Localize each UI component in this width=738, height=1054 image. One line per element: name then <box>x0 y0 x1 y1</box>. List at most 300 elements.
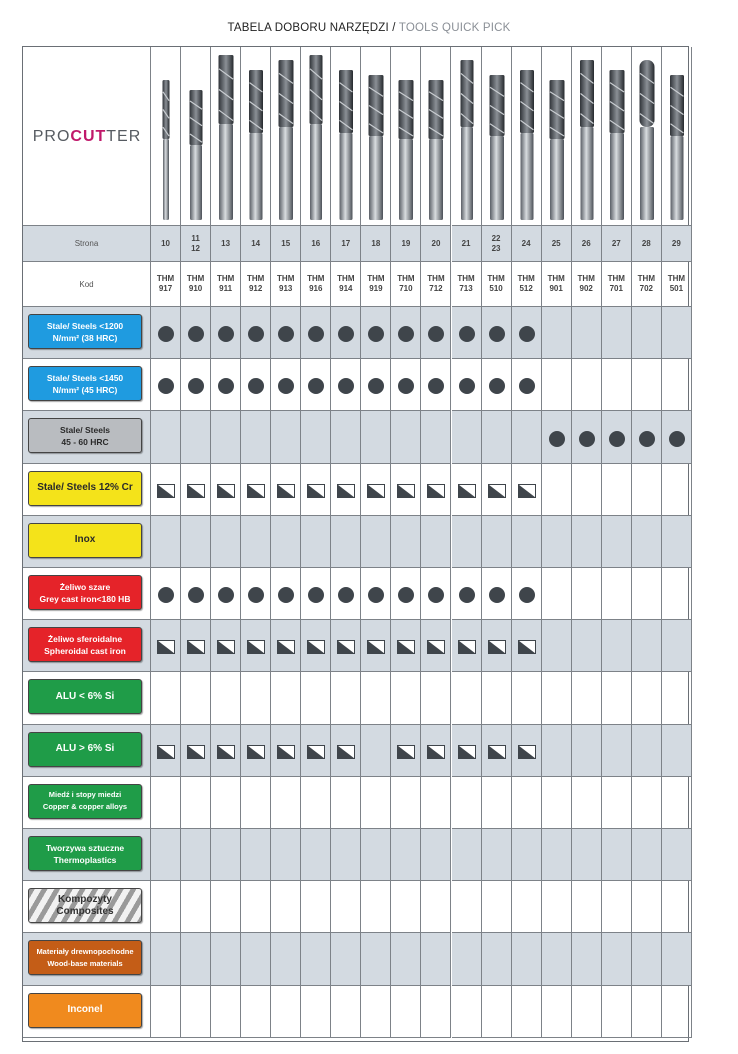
product-code: THM 512 <box>512 262 542 307</box>
compat-cell <box>482 672 512 724</box>
compat-cell <box>542 568 572 620</box>
compat-cell <box>331 829 361 881</box>
product-code: THM 919 <box>361 262 391 307</box>
compat-cell <box>301 411 331 463</box>
suitable-flag-icon <box>518 484 536 498</box>
compat-cell <box>181 829 211 881</box>
recommended-dot-icon <box>489 378 505 394</box>
compat-cell <box>572 307 602 359</box>
compat-cell <box>572 725 602 777</box>
page-number: 24 <box>512 226 542 262</box>
compat-cell <box>271 672 301 724</box>
end-mill-icon <box>301 47 331 226</box>
suitable-flag-icon <box>427 745 445 759</box>
compat-cell <box>421 516 451 568</box>
page-number: 28 <box>632 226 662 262</box>
recommended-dot-icon <box>459 378 475 394</box>
recommended-dot-icon <box>519 587 535 603</box>
compat-cell <box>181 777 211 829</box>
suitable-flag-icon <box>187 484 205 498</box>
compat-cell <box>211 672 241 724</box>
material-button[interactable]: ALU < 6% Si <box>28 679 142 714</box>
page-number: 19 <box>391 226 421 262</box>
compat-cell <box>301 672 331 724</box>
suitable-flag-icon <box>337 484 355 498</box>
compat-cell <box>391 411 421 463</box>
compat-cell <box>151 516 181 568</box>
compat-cell <box>632 464 662 516</box>
compat-cell <box>361 829 391 881</box>
compat-cell <box>602 933 632 985</box>
compat-cell <box>512 881 542 933</box>
compat-cell <box>421 777 451 829</box>
compat-cell <box>391 986 421 1038</box>
product-code: THM 916 <box>301 262 331 307</box>
compat-cell <box>452 986 482 1038</box>
compat-cell <box>452 411 482 463</box>
material-button[interactable]: Inconel <box>28 993 142 1028</box>
compat-cell <box>632 777 662 829</box>
suitable-flag-icon <box>307 745 325 759</box>
end-mill-icon <box>421 47 451 226</box>
compat-cell <box>271 986 301 1038</box>
end-mill-icon <box>331 47 361 226</box>
logo-cell <box>23 47 151 226</box>
compat-cell <box>572 881 602 933</box>
compat-cell <box>602 516 632 568</box>
suitable-flag-icon <box>187 640 205 654</box>
compat-cell <box>632 620 662 672</box>
end-mill-icon <box>452 47 482 226</box>
suitable-flag-icon <box>427 640 445 654</box>
recommended-dot-icon <box>639 431 655 447</box>
compat-cell <box>421 933 451 985</box>
compat-cell <box>301 933 331 985</box>
compat-cell <box>452 672 482 724</box>
compat-cell <box>602 568 632 620</box>
page-number: 10 <box>151 226 181 262</box>
compat-cell <box>572 986 602 1038</box>
suitable-flag-icon <box>247 484 265 498</box>
compat-cell <box>151 881 181 933</box>
material-button[interactable]: Stale/ Steels <1200 N/mm² (38 HRC) <box>28 314 142 349</box>
suitable-flag-icon <box>367 484 385 498</box>
compat-cell <box>632 829 662 881</box>
compat-cell <box>211 411 241 463</box>
suitable-flag-icon <box>337 640 355 654</box>
recommended-dot-icon <box>158 587 174 603</box>
page-row-label: Strona <box>23 226 151 262</box>
compat-cell <box>301 777 331 829</box>
suitable-flag-icon <box>187 745 205 759</box>
compat-cell <box>181 411 211 463</box>
compat-cell <box>151 986 181 1038</box>
compat-cell <box>211 986 241 1038</box>
end-mill-icon <box>512 47 542 226</box>
compat-cell <box>572 359 602 411</box>
compat-cell <box>361 777 391 829</box>
end-mill-icon <box>241 47 271 226</box>
compat-cell <box>482 829 512 881</box>
compat-cell <box>241 933 271 985</box>
compat-cell <box>602 307 632 359</box>
compat-cell <box>662 359 692 411</box>
compat-cell <box>572 672 602 724</box>
title-sub: TOOLS QUICK PICK <box>398 22 511 34</box>
page-number: 16 <box>301 226 331 262</box>
product-code: THM 710 <box>391 262 421 307</box>
material-button[interactable]: Żeliwo szare Grey cast iron<180 HB <box>28 575 142 610</box>
material-button[interactable]: Stale/ Steels <1450 N/mm² (45 HRC) <box>28 366 142 401</box>
compat-cell <box>482 411 512 463</box>
recommended-dot-icon <box>609 431 625 447</box>
end-mill-icon <box>181 47 211 226</box>
compat-cell <box>542 777 572 829</box>
suitable-flag-icon <box>458 640 476 654</box>
compat-cell <box>181 516 211 568</box>
compat-cell <box>512 986 542 1038</box>
end-mill-icon <box>271 47 301 226</box>
compat-cell <box>452 829 482 881</box>
compat-cell <box>542 725 572 777</box>
product-code: THM 901 <box>542 262 572 307</box>
compat-cell <box>421 829 451 881</box>
suitable-flag-icon <box>397 484 415 498</box>
compat-cell <box>632 516 662 568</box>
compat-cell <box>602 725 632 777</box>
compat-cell <box>662 516 692 568</box>
compat-cell <box>602 672 632 724</box>
compat-cell <box>301 516 331 568</box>
compat-cell <box>361 516 391 568</box>
compat-cell <box>572 829 602 881</box>
compat-cell <box>331 933 361 985</box>
suitable-flag-icon <box>518 640 536 654</box>
compat-cell <box>331 516 361 568</box>
compat-cell <box>542 516 572 568</box>
end-mill-icon <box>211 47 241 226</box>
compat-cell <box>301 986 331 1038</box>
compat-cell <box>512 777 542 829</box>
compat-cell <box>482 933 512 985</box>
recommended-dot-icon <box>549 431 565 447</box>
compat-cell <box>151 777 181 829</box>
compat-cell <box>151 829 181 881</box>
compat-cell <box>151 411 181 463</box>
compat-cell <box>662 986 692 1038</box>
page-number: 26 <box>572 226 602 262</box>
compat-cell <box>662 464 692 516</box>
suitable-flag-icon <box>247 745 265 759</box>
compat-cell <box>662 620 692 672</box>
compat-cell <box>241 777 271 829</box>
material-button[interactable]: Miedź i stopy miedzi Copper & copper alloys <box>28 784 142 819</box>
page-number: 17 <box>331 226 361 262</box>
compat-cell <box>512 829 542 881</box>
compat-cell <box>512 672 542 724</box>
compat-cell <box>632 881 662 933</box>
recommended-dot-icon <box>459 326 475 342</box>
compat-cell <box>181 986 211 1038</box>
compat-cell <box>421 986 451 1038</box>
compat-cell <box>211 829 241 881</box>
compat-cell <box>241 672 271 724</box>
product-code: THM 510 <box>482 262 512 307</box>
product-code: THM 902 <box>572 262 602 307</box>
compat-cell <box>391 829 421 881</box>
material-button[interactable]: Kompozyty Composites <box>28 888 142 923</box>
compat-cell <box>482 516 512 568</box>
compat-cell <box>331 777 361 829</box>
compat-cell <box>452 881 482 933</box>
suitable-flag-icon <box>458 484 476 498</box>
compat-cell <box>602 777 632 829</box>
product-code: THM 713 <box>452 262 482 307</box>
end-mill-icon <box>542 47 572 226</box>
page-number: 18 <box>361 226 391 262</box>
compat-cell <box>602 464 632 516</box>
compat-cell <box>361 986 391 1038</box>
compat-cell <box>542 359 572 411</box>
compat-cell <box>391 777 421 829</box>
recommended-dot-icon <box>519 326 535 342</box>
compat-cell <box>572 777 602 829</box>
compat-cell <box>181 672 211 724</box>
compat-cell <box>421 672 451 724</box>
compat-cell <box>151 672 181 724</box>
compat-cell <box>391 881 421 933</box>
material-button[interactable]: Stale/ Steels 12% Cr <box>28 471 142 506</box>
compat-cell <box>632 359 662 411</box>
material-button[interactable]: Materiały drewnopochodne Wood-base materials <box>28 940 142 975</box>
compat-cell <box>542 672 572 724</box>
compat-cell <box>241 516 271 568</box>
compat-cell <box>421 881 451 933</box>
tool-selection-table <box>22 46 689 1042</box>
product-code: THM 712 <box>421 262 451 307</box>
compat-cell <box>542 933 572 985</box>
compat-cell <box>211 933 241 985</box>
compat-cell <box>602 986 632 1038</box>
compat-cell <box>632 986 662 1038</box>
compat-cell <box>452 777 482 829</box>
suitable-flag-icon <box>458 745 476 759</box>
end-mill-icon <box>662 47 692 226</box>
end-mill-icon <box>361 47 391 226</box>
compat-cell <box>602 881 632 933</box>
product-code: THM 913 <box>271 262 301 307</box>
end-mill-icon <box>391 47 421 226</box>
product-code: THM 701 <box>602 262 632 307</box>
compat-cell <box>542 829 572 881</box>
compat-cell <box>632 725 662 777</box>
compat-cell <box>662 881 692 933</box>
compat-cell <box>632 672 662 724</box>
material-button[interactable]: Stale/ Steels 45 - 60 HRC <box>28 418 142 453</box>
page-number: 15 <box>271 226 301 262</box>
product-code: THM 702 <box>632 262 662 307</box>
compat-cell <box>271 411 301 463</box>
end-mill-icon <box>632 47 662 226</box>
compat-cell <box>361 672 391 724</box>
product-code: THM 914 <box>331 262 361 307</box>
end-mill-icon <box>151 47 181 226</box>
title-main: TABELA DOBORU NARZĘDZI <box>227 22 389 34</box>
recommended-dot-icon <box>489 326 505 342</box>
compat-cell <box>361 881 391 933</box>
page-title <box>0 22 738 34</box>
title-separator: / <box>388 22 399 34</box>
suitable-flag-icon <box>277 745 295 759</box>
product-code: THM 910 <box>181 262 211 307</box>
suitable-flag-icon <box>277 640 295 654</box>
compat-cell <box>542 986 572 1038</box>
page-number: 22 23 <box>482 226 512 262</box>
suitable-flag-icon <box>397 745 415 759</box>
compat-cell <box>482 986 512 1038</box>
material-button[interactable]: Inox <box>28 523 142 558</box>
compat-cell <box>211 881 241 933</box>
suitable-flag-icon <box>277 484 295 498</box>
suitable-flag-icon <box>307 640 325 654</box>
suitable-flag-icon <box>157 640 175 654</box>
brand-logo: PRO CUT TER <box>32 127 142 145</box>
compat-cell <box>421 411 451 463</box>
page-number: 11 12 <box>181 226 211 262</box>
end-mill-icon <box>482 47 512 226</box>
product-code: THM 501 <box>662 262 692 307</box>
compat-cell <box>572 464 602 516</box>
compat-cell <box>151 933 181 985</box>
compat-cell <box>542 464 572 516</box>
compat-cell <box>361 725 391 777</box>
compat-cell <box>542 307 572 359</box>
compat-cell <box>572 933 602 985</box>
compat-cell <box>452 933 482 985</box>
page-number: 20 <box>421 226 451 262</box>
suitable-flag-icon <box>337 745 355 759</box>
recommended-dot-icon <box>669 431 685 447</box>
compat-cell <box>632 933 662 985</box>
compat-cell <box>211 777 241 829</box>
compat-cell <box>211 516 241 568</box>
suitable-flag-icon <box>488 745 506 759</box>
compat-cell <box>662 672 692 724</box>
compat-cell <box>512 516 542 568</box>
page-number: 13 <box>211 226 241 262</box>
material-button[interactable]: Żeliwo sferoidalne Spheroidal cast iron <box>28 627 142 662</box>
material-button[interactable]: ALU > 6% Si <box>28 732 142 767</box>
suitable-flag-icon <box>427 484 445 498</box>
compat-cell <box>632 307 662 359</box>
compat-cell <box>482 777 512 829</box>
compat-cell <box>662 725 692 777</box>
compat-cell <box>572 568 602 620</box>
suitable-flag-icon <box>217 640 235 654</box>
compat-cell <box>241 411 271 463</box>
suitable-flag-icon <box>518 745 536 759</box>
recommended-dot-icon <box>579 431 595 447</box>
code-row-label: Kod <box>23 262 151 307</box>
product-code: THM 912 <box>241 262 271 307</box>
compat-cell <box>662 307 692 359</box>
compat-cell <box>391 672 421 724</box>
suitable-flag-icon <box>367 640 385 654</box>
compat-cell <box>241 881 271 933</box>
page-number: 14 <box>241 226 271 262</box>
compat-cell <box>271 516 301 568</box>
page-number: 29 <box>662 226 692 262</box>
suitable-flag-icon <box>397 640 415 654</box>
end-mill-icon <box>602 47 632 226</box>
compat-cell <box>361 933 391 985</box>
end-mill-icon <box>572 47 602 226</box>
suitable-flag-icon <box>488 484 506 498</box>
compat-cell <box>331 986 361 1038</box>
compat-cell <box>391 933 421 985</box>
compat-cell <box>542 881 572 933</box>
compat-cell <box>361 411 391 463</box>
compat-cell <box>482 881 512 933</box>
page-number: 21 <box>452 226 482 262</box>
recommended-dot-icon <box>459 587 475 603</box>
suitable-flag-icon <box>157 484 175 498</box>
product-code: THM 917 <box>151 262 181 307</box>
compat-cell <box>572 620 602 672</box>
recommended-dot-icon <box>489 587 505 603</box>
compat-cell <box>662 777 692 829</box>
page-number: 27 <box>602 226 632 262</box>
compat-cell <box>271 933 301 985</box>
compat-cell <box>662 933 692 985</box>
recommended-dot-icon <box>158 326 174 342</box>
compat-cell <box>512 933 542 985</box>
compat-cell <box>602 359 632 411</box>
compat-cell <box>662 568 692 620</box>
compat-cell <box>301 881 331 933</box>
compat-cell <box>181 881 211 933</box>
compat-cell <box>271 777 301 829</box>
suitable-flag-icon <box>247 640 265 654</box>
compat-cell <box>542 620 572 672</box>
compat-cell <box>331 411 361 463</box>
compat-cell <box>241 829 271 881</box>
compat-cell <box>181 933 211 985</box>
suitable-flag-icon <box>307 484 325 498</box>
compat-cell <box>452 516 482 568</box>
compat-cell <box>241 986 271 1038</box>
compat-cell <box>632 568 662 620</box>
product-code: THM 911 <box>211 262 241 307</box>
recommended-dot-icon <box>519 378 535 394</box>
compat-cell <box>662 829 692 881</box>
compat-cell <box>271 829 301 881</box>
compat-cell <box>391 516 421 568</box>
suitable-flag-icon <box>157 745 175 759</box>
compat-cell <box>331 672 361 724</box>
page-number: 25 <box>542 226 572 262</box>
material-button[interactable]: Tworzywa sztuczne Thermoplastics <box>28 836 142 871</box>
compat-cell <box>271 881 301 933</box>
compat-cell <box>301 829 331 881</box>
compat-cell <box>602 829 632 881</box>
compat-cell <box>331 881 361 933</box>
compat-cell <box>512 411 542 463</box>
compat-cell <box>572 516 602 568</box>
suitable-flag-icon <box>217 745 235 759</box>
suitable-flag-icon <box>488 640 506 654</box>
compat-cell <box>602 620 632 672</box>
